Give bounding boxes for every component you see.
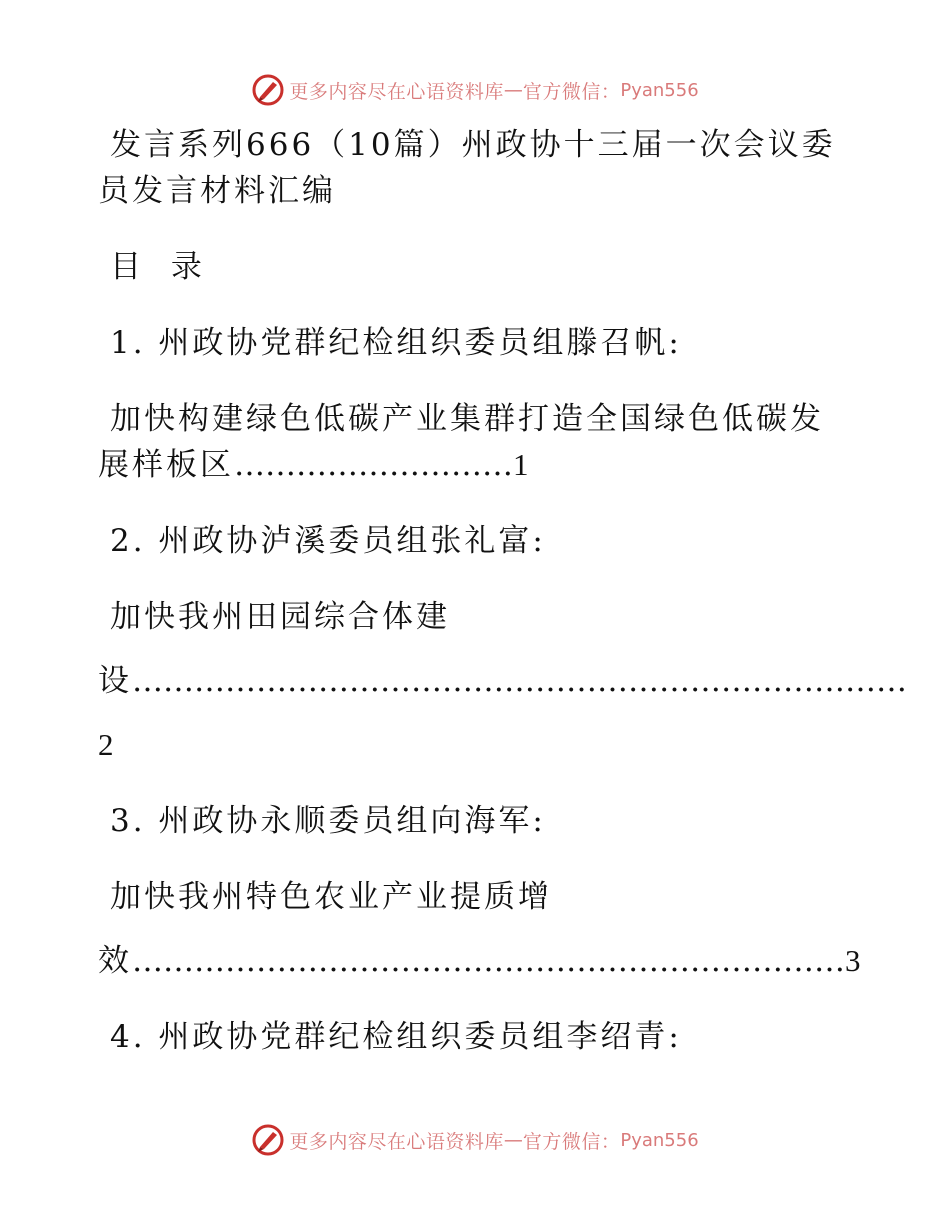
toc-entry-1-title-line-2 bbox=[98, 442, 850, 488]
toc-entry-3-heading: 3. 州政协永顺委员组向海军: bbox=[110, 803, 546, 839]
toc-entry-2-title-end: 设 bbox=[98, 663, 132, 699]
brush-logo-icon bbox=[251, 1123, 285, 1157]
document-title-line-2: 员发言材料汇编 bbox=[98, 173, 336, 209]
watermark-wechat-id: Pyan556 bbox=[620, 79, 699, 101]
toc-entry-4-heading: 4. 州政协党群纪检组织委员组李绍青: bbox=[110, 1019, 682, 1055]
toc-entry-2-title-line-1: 加快我州田园综合体建 bbox=[110, 599, 450, 635]
toc-entry-2-leader: ………………………………………………………………… bbox=[132, 663, 907, 699]
toc-entry-2-title-line-2 bbox=[98, 658, 907, 704]
watermark-wechat-label: 官方微信： bbox=[522, 1130, 621, 1153]
toc-entry-1-page: 1 bbox=[513, 447, 532, 482]
toc-entry-1-title-line-1: 加快构建绿色低碳产业集群打造全国绿色低碳发 bbox=[110, 401, 824, 437]
toc-entry-2-page: 2 bbox=[98, 727, 117, 762]
brush-logo-icon bbox=[251, 73, 285, 107]
toc-entry-3-title-end: 效 bbox=[98, 943, 132, 979]
watermark-wechat-label: 官方微信： bbox=[522, 80, 621, 103]
watermark-site-text: 更多内容尽在心语资料库 bbox=[289, 80, 504, 103]
header-watermark bbox=[0, 70, 950, 110]
watermark-site-text: 更多内容尽在心语资料库 bbox=[289, 1130, 504, 1153]
watermark-dash: — bbox=[503, 1129, 523, 1151]
footer-watermark bbox=[0, 1120, 950, 1160]
document-title-line-1: 发言系列666（10篇）州政协十三届一次会议委 bbox=[110, 127, 836, 163]
toc-entry-1-heading: 1. 州政协党群纪检组织委员组滕召帆: bbox=[110, 325, 682, 361]
watermark-wechat-id: Pyan556 bbox=[620, 1129, 699, 1151]
document-body bbox=[98, 122, 907, 1060]
toc-entry-2-page-line bbox=[98, 722, 850, 768]
toc-entry-1-title-end: 展样板区 bbox=[98, 447, 234, 483]
watermark-dash: — bbox=[503, 79, 523, 101]
toc-entry-2-heading: 2. 州政协泸溪委员组张礼富: bbox=[110, 523, 546, 559]
toc-entry-3-page: 3 bbox=[845, 943, 864, 978]
toc-entry-3-title-line-2 bbox=[98, 938, 864, 984]
toc-entry-3-leader: …………………………………………………………… bbox=[132, 943, 845, 979]
toc-entry-1-leader: ……………………… bbox=[234, 447, 513, 483]
toc-entry-3-title-line-1: 加快我州特色农业产业提质增 bbox=[110, 879, 552, 915]
toc-heading: 目 录 bbox=[110, 249, 212, 285]
